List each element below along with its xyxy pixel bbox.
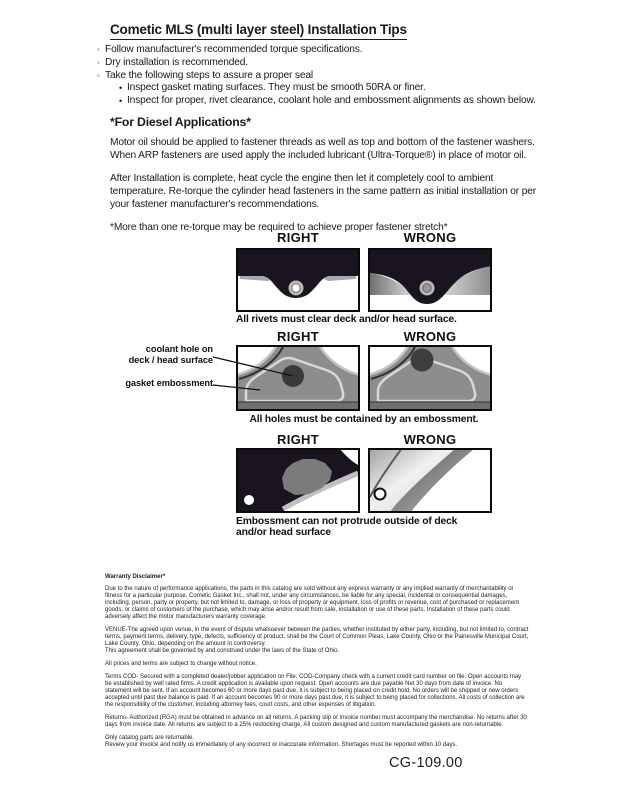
tip-text: Dry installation is recommended.: [105, 56, 248, 68]
row2-right-label: RIGHT: [277, 329, 319, 344]
rivet-clearance-wrong-diagram: [368, 248, 492, 312]
hole-embossment-wrong-diagram: [368, 345, 492, 411]
diesel-paragraph-1: Motor oil should be applied to fastener threads as well as top and bottom of the fastener washers. When ARP fasteners are used apply the included lubricant (Ultra-Torque®) in place of motor oil.: [110, 137, 535, 161]
diesel-heading: *For Diesel Applications*: [110, 115, 251, 129]
dot-bullet-icon: •: [119, 96, 123, 107]
row3-right-label: RIGHT: [277, 432, 319, 447]
tip-text: Take the following steps to assure a proper seal: [105, 69, 313, 81]
gasket-embossment-callout: gasket embossment: [125, 378, 213, 388]
circle-bullet-icon: ◦: [97, 70, 100, 80]
tip-item: [97, 57, 557, 70]
row1-right-label: RIGHT: [277, 230, 319, 245]
sub-tip-text: Inspect gasket mating surfaces. They must be smooth 50RA or finer.: [127, 82, 426, 94]
warranty-paragraph: Due to the nature of performance applications, the parts in this catalog are sold without any express warranty or any implied warranty of merchantability or fitness for a particular purpose. Cometic Gasket Inc., shall not, under any circumstances, be liable for any special, incidental or consequential damages, including, person, party or property, but not limited to, damage, or loss of property or equipment, loss of profits or revenue, cost of purchased or replacement goods, or claims of customers of the purchase, which may arise and/or result from sale, installation or use of these parts. Installation of these parts could adversely affect the motor manufacturers warranty coverage.: [105, 586, 520, 620]
warranty-section: [105, 574, 529, 755]
row1-wrong-label: WRONG: [403, 230, 457, 245]
caption-line: and/or head surface: [236, 527, 332, 538]
embossment-protrusion-right-diagram: [236, 448, 360, 513]
terms-paragraph: Terms COD- Secured with a completed dealer/jobber application on File, COD-Company check with a current credit card number on file. Open accounts may be established by well rated firms. A credit application is available upon request. Open accounts are due payable Net 30 days from date of invoice. No statement will be sent. If an account becomes 60 or more days past due, it is subject to being placed on credit hold. No orders will be shipped or new orders accepted until past due balance is paid. If an account becomes 90 or more days past due, it is subject to being placed for collections. All costs of collection are the responsibility of the customer, including attorney fees, court costs, and other expenses of litigation.: [105, 674, 525, 708]
catalog-parts-line: Only catalog parts are returnable.: [105, 735, 195, 741]
circle-bullet-icon: ◦: [97, 57, 100, 67]
tip-item: [97, 70, 557, 83]
callout-line: coolant hole on: [145, 344, 213, 354]
caption-line: Embossment can not protrude outside of deck: [236, 516, 458, 527]
sub-tip-item: [119, 95, 557, 108]
dot-bullet-icon: •: [119, 83, 123, 94]
tip-text: Follow manufacturer's recommended torque specifications.: [105, 44, 363, 55]
page-number: CG-109.00: [389, 755, 463, 771]
row2-caption: All holes must be contained by an embossment.: [249, 414, 479, 425]
row1-caption: All rivets must clear deck and/or head surface.: [236, 314, 457, 325]
row3-wrong-label: WRONG: [403, 432, 457, 447]
diesel-note: *More than one re-torque may be required to achieve proper fastener stretch*: [110, 222, 448, 233]
warranty-heading: Warranty Disclaimer*: [105, 574, 166, 580]
embossment-protrusion-wrong-diagram: [368, 448, 492, 513]
callout-leader-lines: [120, 340, 380, 400]
tip-item: [97, 44, 557, 57]
venue-paragraph-2: This agreement shall be governed by and construed under the laws of the State of Ohio.: [105, 648, 340, 654]
page-title: Cometic MLS (multi layer steel) Installation Tips: [110, 22, 407, 40]
diesel-paragraph-2: After Installation is complete, heat cycle the engine then let it completely cool to ambient temperature. Re-torque the cylinder head fasteners in the same pattern as initial installation or per your fastener manufacturer's recommendations.: [110, 173, 536, 210]
prices-paragraph: All prices and terms are subject to change without notice.: [105, 661, 257, 667]
row3-caption: [236, 516, 457, 538]
invoice-review-line: Review your invoice and notify us immediately of any incorrect or inaccurate information. Shortages must be reported within 10 days.: [105, 742, 458, 748]
rivet-clearance-right-diagram: [236, 248, 360, 312]
diesel-section: [110, 116, 548, 244]
row2-wrong-label: WRONG: [403, 329, 457, 344]
tips-list: [97, 44, 557, 108]
circle-bullet-icon: ◦: [97, 45, 100, 54]
sub-tip-text: Inspect for proper, rivet clearance, coolant hole and embossment alignments as shown below.: [127, 95, 536, 107]
returns-paragraph: Returns- Authorized (RGA) must be obtained in advance on all returns. A packing slip or invoice number must accompany the merchandise. No returns after 30 days from invoice date. All returns are subject to a 25% restocking charge. All custom designed and custom manufactured gaskets are non-returnable.: [105, 715, 527, 728]
sub-tip-item: [119, 82, 557, 95]
callout-line: deck / head surface: [128, 355, 213, 365]
venue-paragraph: VENUE-The agreed upon venue, in the event of dispute whatsoever between the parties, whether instituted by either party, including, but not limited to, contract terms, payment terms, delivery, type, defects, sufficiency of product, shall be the Court of Common Pleas, Lake County, Ohio or the Painesville Municipal Court, Lake County, Ohio, depending on the amount in controversy.: [105, 627, 529, 647]
